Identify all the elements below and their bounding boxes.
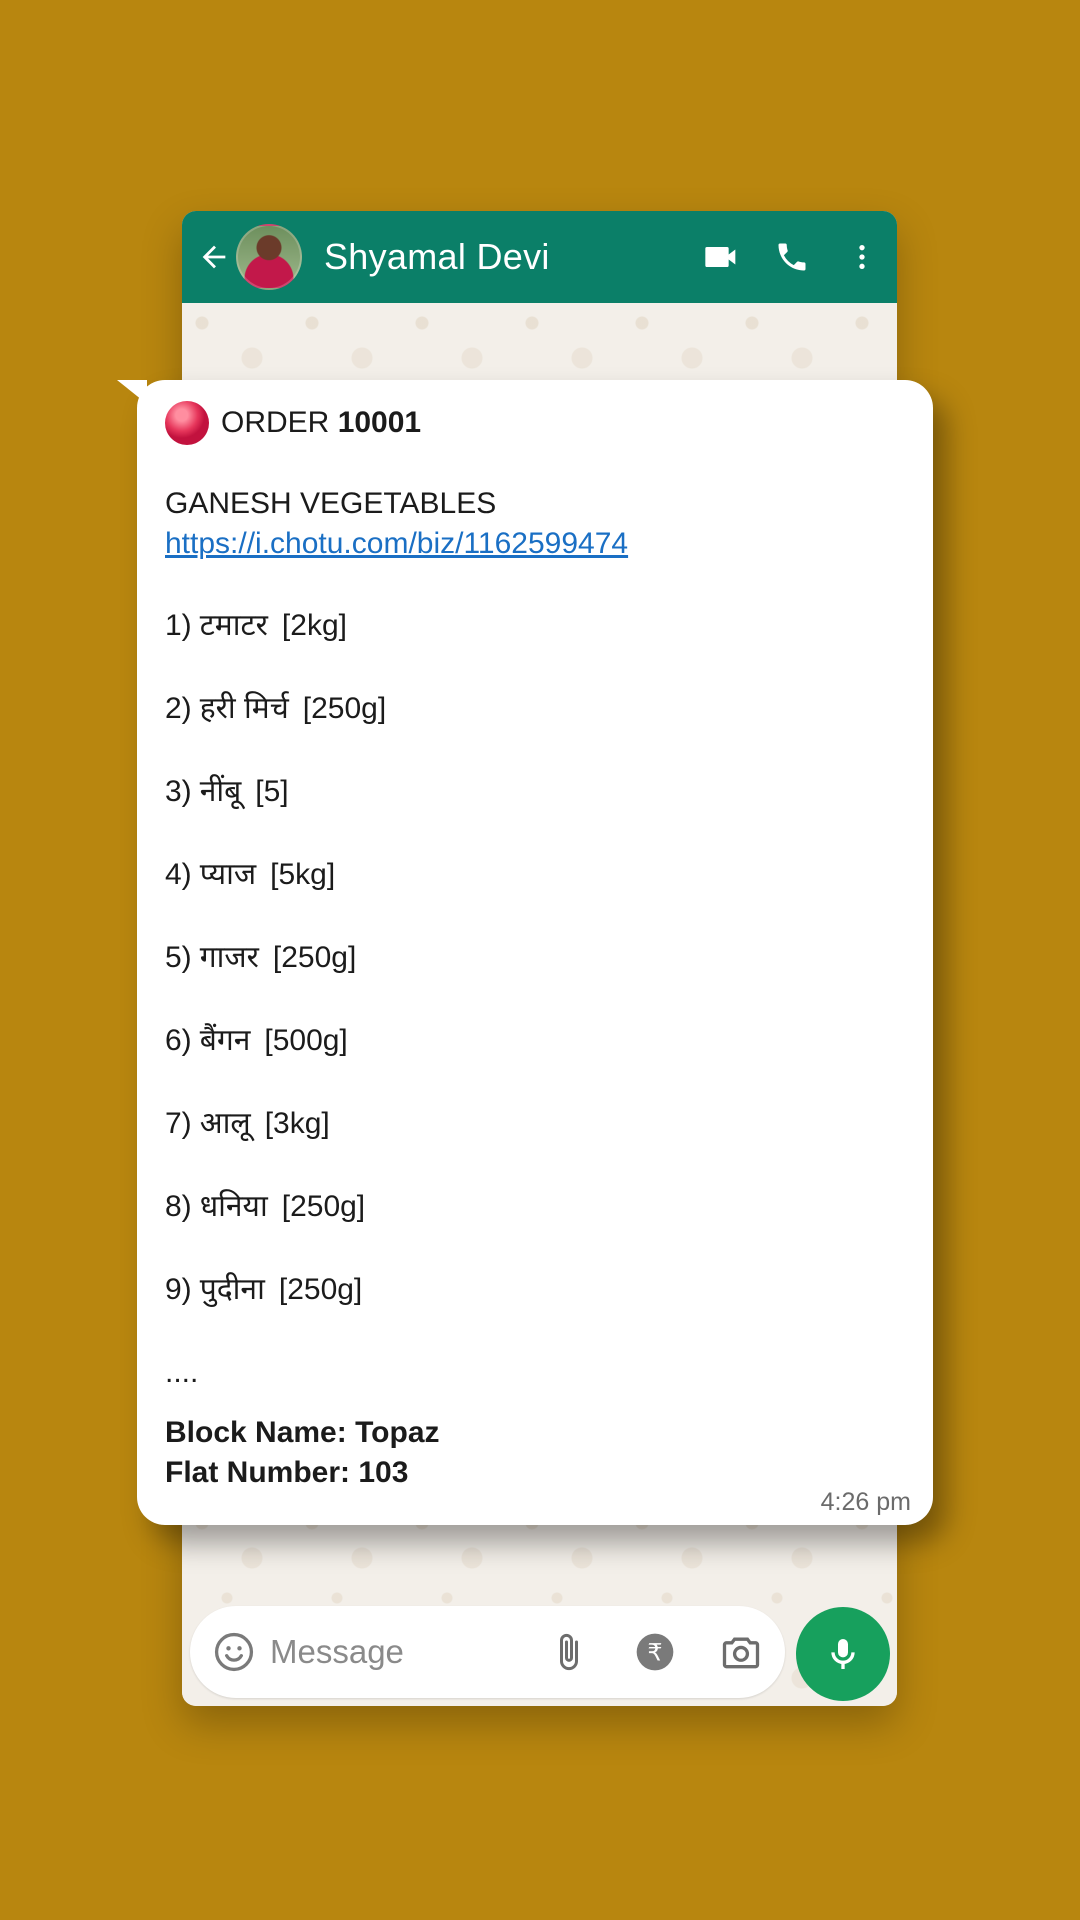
list-item: 2) हरी मिर्च [250g]	[165, 692, 387, 725]
message-bubble[interactable]	[137, 380, 933, 1525]
video-call-icon[interactable]	[687, 227, 757, 287]
attachment-icon[interactable]	[539, 1622, 599, 1682]
list-item: 9) पुदीना [250g]	[165, 1273, 363, 1306]
message-input[interactable]: Message	[270, 1633, 404, 1670]
list-item: 5) गाजर [250g]	[165, 941, 357, 974]
contact-name[interactable]: Shyamal Devi	[324, 236, 550, 277]
block-name: Block Name: Topaz	[165, 1416, 440, 1449]
list-item: 6) बैंगन [500g]	[165, 1024, 348, 1057]
mic-button[interactable]	[796, 1607, 890, 1701]
list-item: 1) टमाटर [2kg]	[165, 609, 347, 642]
avatar[interactable]	[236, 224, 302, 290]
red-circle-icon	[165, 401, 209, 445]
rupee-payment-icon[interactable]	[625, 1622, 685, 1682]
svg-text:₹: ₹	[647, 1638, 663, 1667]
order-header	[165, 398, 905, 448]
list-item: 4) प्याज [5kg]	[165, 858, 336, 891]
ellipsis: ....	[165, 1356, 199, 1389]
store-link[interactable]: https://i.chotu.com/biz/1162599474	[165, 527, 629, 560]
order-label: ORDER	[221, 406, 330, 439]
emoji-icon[interactable]	[204, 1622, 264, 1682]
order-number: 10001	[337, 406, 422, 439]
mic-icon	[823, 1634, 863, 1674]
message-timestamp: 4:26 pm	[820, 1488, 911, 1516]
message-content	[165, 398, 905, 1493]
bubble-tail	[117, 380, 147, 404]
list-item: 8) धनिया [250g]	[165, 1190, 366, 1223]
phone-icon[interactable]	[757, 227, 827, 287]
back-arrow-icon[interactable]	[192, 235, 236, 279]
list-item: 3) नींबू [5]	[165, 775, 289, 808]
store-name: GANESH VEGETABLES	[165, 487, 497, 520]
camera-icon[interactable]	[711, 1622, 771, 1682]
message-composer[interactable]	[190, 1606, 785, 1698]
more-vert-icon[interactable]	[827, 227, 897, 287]
flat-number: Flat Number: 103	[165, 1456, 409, 1489]
list-item: 7) आलू [3kg]	[165, 1107, 330, 1140]
chat-header	[182, 211, 897, 303]
